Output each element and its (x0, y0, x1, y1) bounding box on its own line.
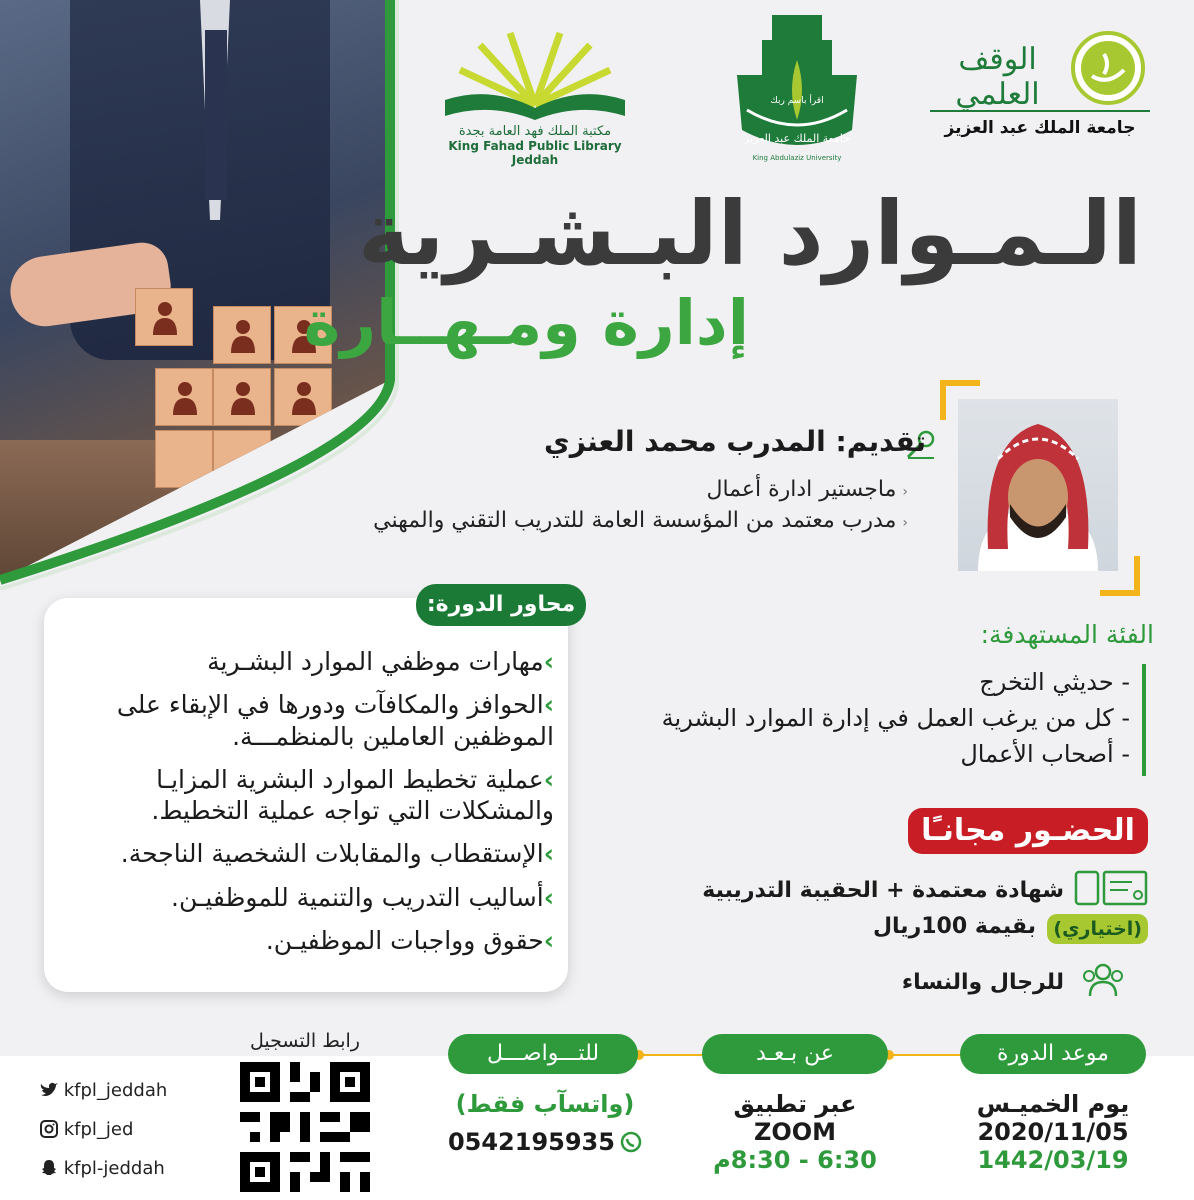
instagram-handle[interactable]: kfpl_jed (63, 1119, 134, 1140)
remote-platform: ZOOM (753, 1118, 837, 1146)
phone-row[interactable] (440, 1128, 650, 1156)
chevron-icon: › (543, 690, 554, 720)
social-links (40, 1080, 230, 1179)
main-title: الـمـوارد البـشـرية (357, 182, 1142, 285)
chevron-icon: › (543, 839, 554, 869)
target-label: الفئة المستهدفة: (980, 620, 1154, 649)
snapchat-link[interactable] (40, 1158, 230, 1179)
certificate-icon (1074, 870, 1148, 906)
axis-item: ›أساليب التدريب والتنمية للموظفيـن. (171, 882, 554, 912)
target-item: - أصحاب الأعمال (960, 740, 1130, 768)
target-list (570, 668, 1130, 768)
contact-phone[interactable]: 0542195935 (447, 1128, 615, 1156)
course-axes-label: محاور الدورة: (416, 584, 586, 626)
axis-item: ›عملية تخطيط الموارد البشرية المزايـا والمشكلات التي تواجه عملية التخطيط. (151, 764, 554, 825)
date-label: موعد الدورة (960, 1034, 1146, 1074)
trainer-portrait (958, 399, 1118, 571)
remote-app: عبر تطبيق (733, 1090, 857, 1118)
certificate-text: شهادة معتمدة + الحقيبة التدريبية (702, 878, 1064, 903)
course-axes-list (84, 646, 554, 956)
library-name-en: King Fahad Public Library Jeddah (448, 139, 622, 167)
register-label: رابط التسجيل (250, 1030, 360, 1052)
contact-info (440, 1090, 650, 1156)
instagram-link[interactable] (40, 1119, 230, 1140)
snapchat-icon (40, 1159, 58, 1177)
axis-item: ›حقوق وواجبات الموظفيـن. (265, 925, 554, 955)
university-motto: اقرأ باسم ربك (770, 96, 824, 106)
course-date-hijri: 1442/03/19 (977, 1146, 1129, 1174)
library-logo (440, 30, 630, 167)
waqf-name: الوقف العلمي (955, 42, 1040, 112)
audience-text: للرجال والنساء (901, 970, 1064, 995)
remote-time: 6:30 - 8:30م (713, 1146, 877, 1174)
chevron-icon: › (543, 925, 554, 955)
waqf-university-name: جامعة الملك عبد العزيز (944, 118, 1136, 138)
chevron-icon: ‹ (902, 515, 908, 531)
axis-item: ›الحوافز والمكافآت ودورها في الإبقاء على الموظفين العاملين بالمنظمـــة. (116, 690, 554, 751)
university-logo (722, 10, 872, 170)
remote-label: عن بـعـد (702, 1034, 888, 1074)
axis-item: ›الإستقطاب والمقابلات الشخصية الناجحة. (120, 839, 554, 869)
target-item: - كل من يرغب العمل في إدارة الموارد البشرية (661, 704, 1130, 732)
course-date-gregorian: 2020/11/05 (977, 1118, 1129, 1146)
whatsapp-icon (620, 1131, 642, 1153)
remote-info (700, 1090, 890, 1174)
waqf-logo (930, 30, 1150, 150)
credential-item: ‹مدرب معتمد من المؤسسة العامة للتدريب التقني والمهني (373, 508, 908, 533)
optional-badge: (اختياري) (1047, 914, 1148, 944)
book-rays-icon (440, 30, 630, 120)
people-icon (1080, 962, 1126, 998)
snapchat-handle[interactable]: kfpl-jeddah (63, 1158, 165, 1179)
chevron-icon: › (543, 882, 554, 912)
library-name-ar: مكتبة الملك فهد العامة بجدة (458, 124, 612, 139)
university-name-ar: جامعة الملك عبد العزيز (744, 132, 850, 145)
university-emblem-icon (722, 10, 872, 170)
sub-title: إدارة ومـهــارة (303, 286, 749, 359)
registration-qr-code[interactable] (240, 1062, 370, 1192)
chevron-icon: ‹ (902, 484, 908, 500)
trainer-credentials (228, 477, 908, 533)
chevron-icon: › (543, 647, 554, 676)
university-name-en: King Abdulaziz University (752, 154, 842, 162)
date-info (950, 1090, 1156, 1174)
credential-item: ‹ماجستير ادارة أعمال (706, 477, 908, 502)
axis-item: ›مهارات موظفي الموارد البشـرية (207, 647, 554, 676)
instagram-icon (40, 1120, 58, 1138)
twitter-icon (40, 1082, 58, 1098)
trainer-name: تقديم: المدرب محمد العنزي (544, 425, 926, 458)
contact-label: للتـــواصـــل (448, 1034, 638, 1074)
contact-note: (واتسآب فقط) (455, 1090, 635, 1118)
target-divider (1142, 664, 1146, 776)
free-attendance-badge: الحضـور مجانـًا (908, 808, 1148, 854)
chevron-icon: › (543, 764, 554, 794)
target-item: - حديثي التخرج (979, 668, 1130, 696)
twitter-handle[interactable]: kfpl_jeddah (63, 1080, 168, 1101)
course-day: يوم الخميـس (976, 1090, 1130, 1118)
certificate-price: بقيمة 100ريال (872, 914, 1036, 939)
waqf-emblem-icon (1070, 30, 1146, 106)
twitter-link[interactable] (40, 1080, 230, 1101)
